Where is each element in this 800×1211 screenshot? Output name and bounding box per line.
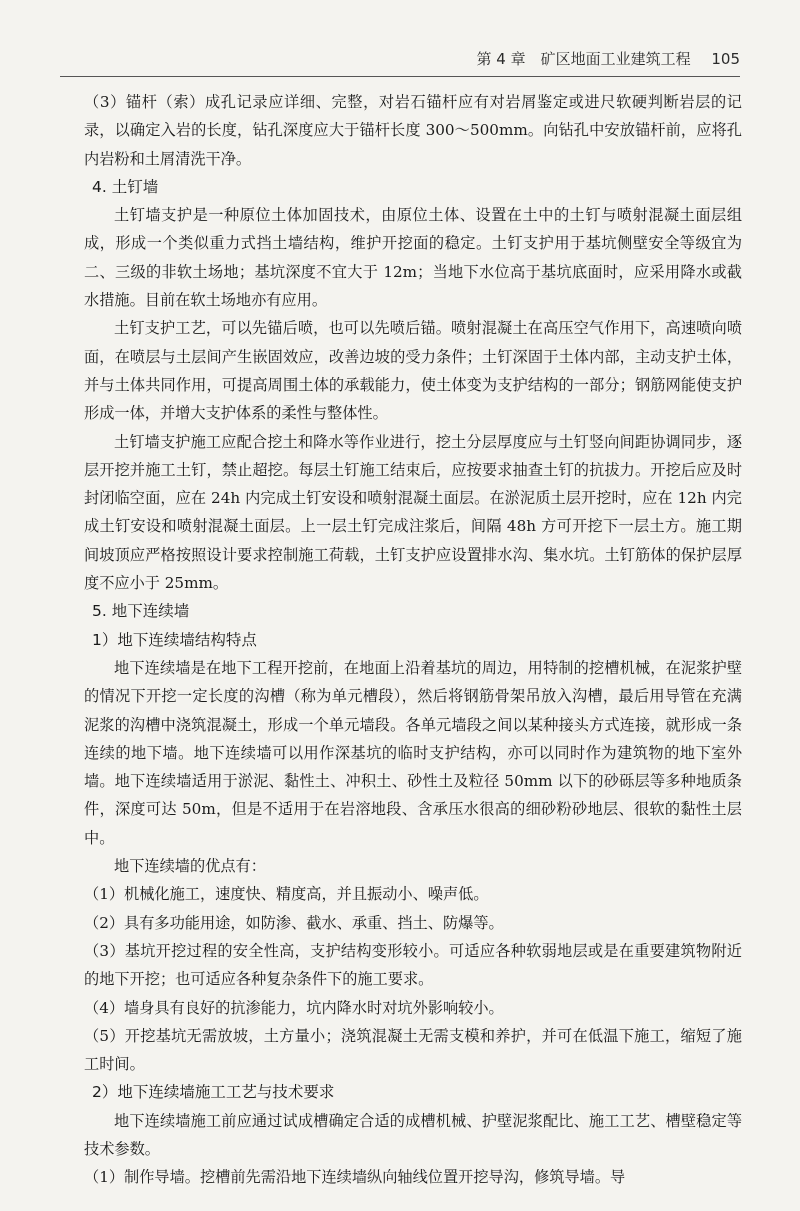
- chapter-title: 第 4 章 矿区地面工业建筑工程: [476, 50, 691, 68]
- list-item: （4）墙身具有良好的抗渗能力，坑内降水时对坑外影响较小。: [84, 998, 504, 1017]
- section-heading: 2）地下连续墙施工工艺与技术要求: [92, 1083, 335, 1102]
- running-header: [60, 48, 740, 72]
- paragraph: 土钉墙支护是一种原位土体加固技术，由原位土体、设置在土中的土钉与喷射混凝土面层组成，形成一个类似重力式挡土墙结构，维护开挖面的稳定。土钉支护用于基坑侧壁安全等级宜为二、三级的非软土场地；基坑深度不宜大于 12m；当地下水位高于基坑底面时，应采用降水或截水措施。目前在软土场地亦有应用。: [84, 206, 742, 310]
- section-heading: 5. 地下连续墙: [92, 602, 190, 621]
- paragraph: 地下连续墙是在地下工程开挖前，在地面上沿着基坑的周边，用特制的挖槽机械，在泥浆护壁的情况下开挖一定长度的沟槽（称为单元槽段），然后将钢筋骨架吊放入沟槽，最后用导管在充满泥浆的沟槽中浇筑混凝土，形成一个单元墙段。各单元墙段之间以某种接头方式连接，就形成一条连续的地下墙。地下连续墙可以用作深基坑的临时支护结构，亦可以同时作为建筑物的地下室外墙。地下连续墙适用于淤泥、黏性土、冲积土、砂性土及粒径 50mm 以下的砂砾层等多种地质条件，深度可达 50m，但是不适用于在岩溶地段、含承压水很高的细砂粉砂地层、很软的黏性土层中。: [84, 658, 742, 847]
- list-item: （5）开挖基坑无需放坡，土方量小；浇筑混凝土无需支模和养护，并可在低温下施工，缩短了施工时间。: [84, 1026, 742, 1074]
- paragraph: 土钉支护工艺，可以先锚后喷，也可以先喷后锚。喷射混凝土在高压空气作用下，高速喷向喷面，在喷层与土层间产生嵌固效应，改善边坡的受力条件；土钉深固于土体内部，主动支护土体，并与土体共同作用，可提高周围土体的承载能力，使土体变为支护结构的一部分；钢筋网能使支护形成一体，并增大支护体系的柔性与整体性。: [84, 319, 742, 423]
- paragraph: （3）锚杆（索）成孔记录应详细、完整，对岩石锚杆应有对岩屑鉴定或进尺软硬判断岩层的记录，以确定入岩的长度，钻孔深度应大于锚杆长度 300～500mm。向钻孔中安放锚杆前，应将孔内岩粉和土屑清洗干净。: [84, 93, 742, 168]
- page-body: [84, 88, 742, 1192]
- list-item: （2）具有多功能用途，如防渗、截水、承重、挡土、防爆等。: [84, 913, 504, 932]
- paragraph: 土钉墙支护施工应配合挖土和降水等作业进行，挖土分层厚度应与土钉竖向间距协调同步，逐层开挖并施工土钉，禁止超挖。每层土钉施工结束后，应按要求抽查土钉的抗拔力。开挖后应及时封闭临空面，应在 24h 内完成土钉安设和喷射混凝土面层。在淤泥质土层开挖时，应在 12h 内完成土钉安设和喷射混凝土面层。上一层土钉完成注浆后，间隔 48h 方可开挖下一层土方。施工期间坡顶应严格按照设计要求控制施工荷载，土钉支护应设置排水沟、集水坑。土钉筋体的保护层厚度不应小于 25mm。: [84, 432, 742, 593]
- section-heading: 4. 土钉墙: [92, 177, 159, 196]
- list-item: （1）制作导墙。挖槽前先需沿地下连续墙纵向轴线位置开挖导沟，修筑导墙。导: [84, 1168, 626, 1187]
- paragraph: 地下连续墙施工前应通过试成槽确定合适的成槽机械、护壁泥浆配比、施工工艺、槽壁稳定等技术参数。: [84, 1111, 742, 1158]
- list-item: （3）基坑开挖过程的安全性高，支护结构变形较小。可适应各种软弱地层或是在重要建筑物附近的地下开挖；也可适应各种复杂条件下的施工要求。: [84, 941, 742, 989]
- page-number: 105: [711, 50, 740, 68]
- header-rule: [60, 76, 740, 77]
- list-item: （1）机械化施工，速度快、精度高，并且振动小、噪声低。: [84, 885, 489, 904]
- section-heading: 1）地下连续墙结构特点: [92, 630, 257, 649]
- paragraph: 地下连续墙的优点有：: [114, 857, 266, 876]
